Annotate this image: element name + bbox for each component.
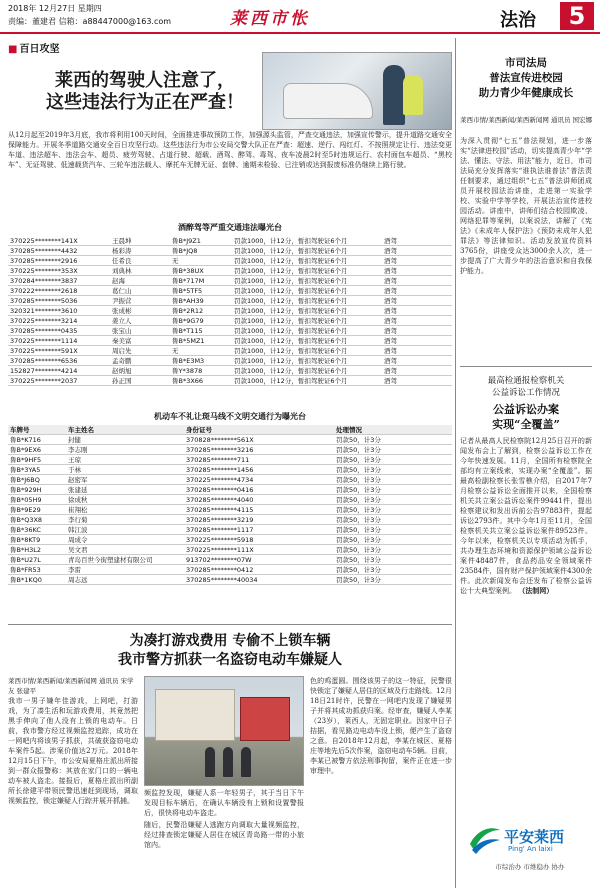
table-cell: 赵炳旭 [110, 366, 170, 376]
crosswalk-table [8, 425, 452, 585]
table-cell: 李雷 [66, 565, 184, 575]
table-cell: 913702********07W [184, 555, 334, 565]
table-row [8, 515, 452, 525]
table-cell: 320321********3610 [8, 306, 110, 316]
right1-byline: 莱西市情/莱西新闻/莱西新闻网 通讯员 国宏娜 [460, 116, 593, 124]
table-cell: 酒驾 [382, 346, 452, 356]
logo-slogan: 市综治办 市维稳办 协办 [495, 863, 565, 871]
right2-body-text: 记者从最高人民检察院12月25日召开的新闻发布会上了解到，检察公益诉讼工作在今年快速发展。11月，全国所有检察院全部均有立案线索，实现办案“全覆盖”。据最高检副检察长张雪樵介绍，自2017年7月检察公益诉讼全面推开以来，全国检察机关共立案公益诉讼案件99441件，提出检察建议和发出诉前公告97883件，提起诉讼2793件。其中今年1月至11月，全国检察机关共立案公益诉讼案件89523件。今年以来，检察机关以专项活动为抓手，共办理生态环境和资源保护领域公益诉讼案件48487件，食品药品安全领域案件23584件，国有财产保护领域案件4300余件。此次新闻发布会还发布了检察公益诉讼十大典型案例。 [460, 437, 592, 595]
table-cell: 周启先 [110, 346, 170, 356]
table-row [8, 286, 452, 296]
right1-headline [460, 56, 592, 101]
table-row [8, 545, 452, 555]
table-cell: 370225********141X [8, 236, 110, 246]
right1-headline-line3: 助力青少年健康成长 [478, 87, 574, 99]
building-shape [155, 689, 235, 741]
table-cell: 罚款50，计3分 [334, 485, 452, 495]
traffic-police-photo [262, 52, 452, 130]
table-cell: 罚款50，计3分 [334, 525, 452, 535]
table-row [8, 475, 452, 485]
table-cell: 罚款1000，计12分，暂扣驾驶证6个月 [232, 326, 382, 336]
person-figure [223, 747, 233, 777]
table-cell: 鲁B*FR53 [8, 565, 66, 575]
table-cell: 青岛百世今街塑建材有限公司 [66, 555, 184, 565]
table-cell: 370285********0412 [184, 565, 334, 575]
swoosh-icon [468, 822, 502, 856]
table-row [8, 296, 452, 306]
table-cell: 鲁B*JQ8 [170, 246, 232, 256]
table-cell: 张宝山 [110, 326, 170, 336]
table-cell: 370285********4115 [184, 505, 334, 515]
table-cell: 张成彬 [110, 306, 170, 316]
table-row [8, 565, 452, 575]
table-cell: 姜立人 [110, 316, 170, 326]
table-cell: 370285********3219 [184, 515, 334, 525]
right2-subhead [460, 375, 592, 399]
article2-headline-line2: 我市警方抓获一名盗窃电动车嫌疑人 [118, 652, 342, 668]
right2-subhead-line2: 公益诉讼工作情况 [491, 388, 560, 398]
table-row [8, 316, 452, 326]
section-tag: ■ 百日攻坚 [8, 40, 59, 55]
table-cell: 罚款1000，计12分，暂扣驾驶证6个月 [232, 316, 382, 326]
table-cell: 周志远 [66, 575, 184, 585]
table-cell: 鲁B*9EX6 [8, 445, 66, 455]
table-row [8, 435, 452, 445]
table-cell: 王琼 [66, 455, 184, 465]
divider [460, 366, 592, 367]
table-cell: 韩江波 [66, 525, 184, 535]
table-cell: 370285********5036 [8, 296, 110, 306]
newspaper-logo: 莱西市怅 [230, 9, 310, 29]
table-row [8, 525, 452, 535]
lead-headline [30, 70, 260, 114]
table-row [8, 326, 452, 336]
col-header: 身份证号 [184, 425, 334, 435]
table-cell: 罚款50，计3分 [334, 555, 452, 565]
table-cell: 鲁B*2R12 [170, 306, 232, 316]
table-cell: 鲁B*05H9 [8, 495, 66, 505]
table-cell: 370225********5918 [184, 535, 334, 545]
table-cell: 李志刚 [66, 445, 184, 455]
table-cell: 鲁B*T115 [170, 326, 232, 336]
table-cell: 罚款50，计3分 [334, 455, 452, 465]
table-row [8, 445, 452, 455]
col-header: 处理情况 [334, 425, 452, 435]
table-cell: 封健 [66, 435, 184, 445]
table-row [8, 555, 452, 565]
logo-name: 平安莱西 [504, 828, 565, 846]
table-cell: 罚款1000，计12分，暂扣驾驶证6个月 [232, 376, 382, 386]
logo-pinyin: Ping' An laixi [508, 845, 553, 853]
table-cell: 酒驾 [382, 296, 452, 306]
table-cell: 杨彩涛 [110, 246, 170, 256]
table-cell: 370225********591X [8, 346, 110, 356]
pingan-laixi-logo [468, 818, 592, 874]
right2-body [460, 436, 592, 596]
table-cell: 鲁B*Q3X8 [8, 515, 66, 525]
table-cell: 罚款50，计3分 [334, 445, 452, 455]
table-cell: 酒驾 [382, 246, 452, 256]
crosswalk-table-title: 机动车不礼让斑马线不文明交通行为曝光台 [154, 412, 306, 421]
table-cell: 鲁B*5TF5 [170, 286, 232, 296]
table-cell: 鲁B*J9Z1 [170, 236, 232, 246]
table-row [8, 535, 452, 545]
table-cell: 酒驾 [382, 286, 452, 296]
police-station-photo [144, 676, 304, 786]
table-cell: 370285********4432 [8, 246, 110, 256]
table-row [8, 276, 452, 286]
table-cell: 罚款50，计3分 [334, 465, 452, 475]
table-cell: 孙正国 [110, 376, 170, 386]
table-cell: 370285********4040 [184, 495, 334, 505]
article2-column2: 随后，民警沿嫌疑人逃跑方向调取大量视频监控，经过排查锁定嫌疑人居住在城区青岛路一带的小旅馆内。 [144, 821, 304, 849]
table-cell: 王晨坤 [110, 236, 170, 246]
table-cell: 鲁B*J6BQ [8, 475, 66, 485]
table-cell: 鲁B*5MZ1 [170, 336, 232, 346]
table-cell: 赵海 [110, 276, 170, 286]
table-cell: 罚款50，计3分 [334, 435, 452, 445]
lead-headline-line2: 这些违法行为正在严查！ [46, 92, 244, 113]
right2-headline-line1: 公益诉讼办案 [493, 403, 559, 416]
right2-source: （法制网） [518, 586, 554, 595]
table-cell: 酒驾 [382, 366, 452, 376]
article2-column3: 色的鸡蛋圆。围绕该男子的这一特征，民警很快锁定了嫌疑人居住的区域及行走路线。12月18日21时许，民警在一网吧内发现了嫌疑男子并将其成功抓获归案。经审查，嫌疑人李某（23岁），莱西人，无固定职业。因家中日子拮据，看见路边电动车没上锁，便产生了盗窃之意。自2018年12月起，李某在城区、夏格庄等地先后5次作案，盗窃电动车5辆。目前，李某已被警方依法刑事拘留，案件正在进一步审理中。 [310, 677, 452, 775]
table-cell: 罚款1000，计12分，暂扣驾驶证6个月 [232, 336, 382, 346]
table-cell: 罚款50，计3分 [334, 535, 452, 545]
table-cell: 鲁B*H3L2 [8, 545, 66, 555]
table-row [8, 306, 452, 316]
table-cell: 370284********3837 [8, 276, 110, 286]
table-cell: 吴文君 [66, 545, 184, 555]
table-row [8, 376, 452, 386]
table-cell: 罚款1000，计12分，暂扣驾驶证6个月 [232, 236, 382, 246]
right1-body: 为深入贯彻“七五”普法规划，进一步落实“法律进校园”活动，切实提高青少年“学法、懂法、守法、用法”能力，近日，市司法局充分发挥落实“谁执法谁普法”普法责任制要求，通过组织“七五”普法讲师团成员开展校园法治讲座，走进第一实验学校、实验中学等学校，开展法治宣传进校园活动。讲座中，讲师们结合校园欺凌、网络犯罪等案例，以案说法，讲解了《宪法》《未成年人保护法》《预防未成年人犯罪法》等法律知识。活动发放宣传资料3765份，讲座受众达3000余人次，进一步提高了广大青少年的法治意识和自我保护能力。 [460, 137, 592, 275]
table-cell: 370225********4734 [184, 475, 334, 485]
table-cell: 370285********40034 [184, 575, 334, 585]
table-cell: 370828********561X [184, 435, 334, 445]
article2-photo-caption: 频监控发现，嫌疑人系一年轻男子，其于当日下午发现目标车辆后，在确认车辆没有上锁和设置警报后，很快将电动车盗走。 [144, 789, 304, 817]
table-cell: 370222********2618 [8, 286, 110, 296]
lead-headline-line1: 莱西的驾驶人注意了， [55, 70, 235, 91]
table-cell: 尹振营 [110, 296, 170, 306]
table-cell: 罚款1000，计12分，暂扣驾驶证6个月 [232, 306, 382, 316]
table-cell: 370225********1114 [8, 336, 110, 346]
article2-byline: 莱西市情/莱西新闻/莱西新闻网 通讯员 宋学友 张建平 [8, 677, 134, 695]
table-cell: 于林 [66, 465, 184, 475]
table-cell: 罚款50，计3分 [334, 505, 452, 515]
right1-headline-line2: 普法宣传进校园 [489, 72, 563, 84]
dui-table-title: 酒醉驾等严重交通违法曝光台 [178, 223, 282, 232]
table-cell: 370225********353X [8, 266, 110, 276]
table-cell: 罚款1000，计12分，暂扣驾驶证6个月 [232, 346, 382, 356]
table-cell: 酒驾 [382, 276, 452, 286]
col-header: 车牌号 [8, 425, 66, 435]
table-cell: 370285********0416 [184, 485, 334, 495]
table-cell: 酒驾 [382, 266, 452, 276]
table-cell: 370285********1117 [184, 525, 334, 535]
table-cell: 鲁B*9E29 [8, 505, 66, 515]
dui-table [8, 236, 452, 386]
table-cell: 鲁B*9G79 [170, 316, 232, 326]
table-cell: 酒驾 [382, 356, 452, 366]
table-cell: 鲁B*3YA5 [8, 465, 66, 475]
table-cell: 鲁B*K716 [8, 435, 66, 445]
table-cell: 刘典林 [110, 266, 170, 276]
table-cell: 罚款1000，计12分，暂扣驾驶证6个月 [232, 286, 382, 296]
table-cell: 370285********711 [184, 455, 334, 465]
car-shape [283, 83, 373, 119]
person-figure [205, 747, 215, 777]
table-cell: 李行菊 [66, 515, 184, 525]
table-cell: 152827********4214 [8, 366, 110, 376]
table-row [8, 336, 452, 346]
table-cell: 酒驾 [382, 376, 452, 386]
table-cell: 罚款50，计3分 [334, 545, 452, 555]
article2-headline [30, 632, 430, 670]
table-cell: 鲁B*AH39 [170, 296, 232, 306]
table-cell: 周成令 [66, 535, 184, 545]
table-cell: 鲁B*36KC [8, 525, 66, 535]
table-cell: 罚款1000，计12分，暂扣驾驶证6个月 [232, 246, 382, 256]
column-rule [455, 38, 456, 888]
table-cell: 酒驾 [382, 336, 452, 346]
table-cell: 罚款50，计3分 [334, 475, 452, 485]
table-cell: 罚款1000，计12分，暂扣驾驶证6个月 [232, 256, 382, 266]
table-cell: 370285********2916 [8, 256, 110, 266]
table-cell: 罚款1000，计12分，暂扣驾驶证6个月 [232, 296, 382, 306]
table-row [8, 236, 452, 246]
table-cell: 罚款1000，计12分，暂扣驾驶证6个月 [232, 276, 382, 286]
divider [8, 624, 452, 625]
table-cell: 鲁B*U27L [8, 555, 66, 565]
table-cell: 崔翔松 [66, 505, 184, 515]
table-cell: 罚款1000，计12分，暂扣驾驶证6个月 [232, 366, 382, 376]
table-cell: 鲁B*717M [170, 276, 232, 286]
table-cell: 葛仁山 [110, 286, 170, 296]
table-row [8, 495, 452, 505]
right2-headline-line2: 实现“全覆盖” [492, 418, 560, 431]
table-row [8, 246, 452, 256]
table-cell: 鲁B*1KQ0 [8, 575, 66, 585]
table-cell: 罚款1000，计12分，暂扣驾驶证6个月 [232, 356, 382, 366]
table-row [8, 256, 452, 266]
article2-column1: 我市一男子嫌年佳游戏，上网吧，打游戏，为了凑生活和玩游戏费用，其竟然把黑手伸向了他人没有上锁的电动车。日前，我市警方经过视频监控追踪，成功在一网吧内将该男子抓获，共破获盗窃电动车案件5起。涉案价值达2万元。2018年12月15日下午，市公安局夏格庄派出所接到一群众报警称：其放在家门口的一辆电动车被人盗走。接报后，夏格庄派出所副所长徐建平带领民警迅速赶到现场，调取视频监控，锁定嫌疑人行踪并展开抓捕。 [8, 697, 138, 805]
table-row [8, 346, 452, 356]
table-cell: 酒驾 [382, 326, 452, 336]
table-row [8, 485, 452, 495]
gate-sign [240, 697, 290, 741]
table-row [8, 366, 452, 376]
table-cell: 罚款1000，计12分，暂扣驾驶证6个月 [232, 266, 382, 276]
table-cell: 秦美富 [110, 336, 170, 346]
table-row [8, 505, 452, 515]
table-cell: 370225********2037 [8, 376, 110, 386]
table-cell: 罚款50，计3分 [334, 565, 452, 575]
table-cell: 罚款50，计3分 [334, 495, 452, 505]
person-figure [241, 747, 251, 777]
right1-headline-line1: 市司法局 [505, 57, 547, 69]
table-cell: 370285********0435 [8, 326, 110, 336]
table-row [8, 455, 452, 465]
table-cell: 370225********3214 [8, 316, 110, 326]
table-cell: 鲁B*929H [8, 485, 66, 495]
table-cell: 370225********111X [184, 545, 334, 555]
lead-body: 从12月起至2019年3月底，我市将利用100天时间，全面推进事故预防工作，加强源头监管，严查交通违法，加强宣传警示，提升道路交通安全保障能力。开展冬季道路交通安全百日攻坚行动。这些违法行为市公安局交警大队正在严查：超速、逆行、闯红灯、不按照规定让行、违法变更车道、违法超车、违法会车、超员、疲劳驾驶、占道行驶、超载、酒驾、醉驾、毒驾、夜车凌晨2时至5时违规运行、农村面包车超员、“黑校车”、无证驾驶、低速载货汽车、三轮车违法载人、摩托车无牌无证、套牌、逾期未检验、已注销或达到报废标准仍继续上路行驶。 [8, 131, 452, 169]
officer-vest [403, 75, 423, 115]
table-cell: 孟奇鹏 [110, 356, 170, 366]
table-cell: 罚款50，计3分 [334, 575, 452, 585]
table-cell: 张建延 [66, 485, 184, 495]
table-row [8, 266, 452, 276]
table-cell: 鲁Y*3878 [170, 366, 232, 376]
table-row [8, 356, 452, 366]
table-cell: 鲁B*E3M3 [170, 356, 232, 366]
table-cell: 鲁B*9HF5 [8, 455, 66, 465]
table-cell: 赵密军 [66, 475, 184, 485]
issue-date: 2018年 12月27日 星期四 [8, 4, 102, 13]
table-cell: 无 [170, 346, 232, 356]
table-cell: 370285********6536 [8, 356, 110, 366]
table-cell: 370285********3216 [184, 445, 334, 455]
article2-headline-line1: 为凑打游戏费用 专偷不上锁车辆 [129, 633, 331, 649]
col-header: 车主姓名 [66, 425, 184, 435]
right2-headline [460, 402, 592, 432]
table-cell: 任希良 [110, 256, 170, 266]
page-number: 5 [560, 2, 594, 30]
table-cell: 罚款50，计3分 [334, 515, 452, 525]
table-row [8, 465, 452, 475]
table-cell: 370285********1456 [184, 465, 334, 475]
table-cell: 酒驾 [382, 306, 452, 316]
right2-subhead-line1: 最高检通报检察机关 [487, 376, 565, 386]
table-cell: 酒驾 [382, 256, 452, 266]
editor-info: 责编：董建君 信箱：a88447000@163.com [8, 17, 172, 26]
table-cell: 鲁B*38UX [170, 266, 232, 276]
table-cell: 鲁B*3X66 [170, 376, 232, 386]
masthead [0, 0, 600, 34]
table-row [8, 575, 452, 585]
table-cell: 鲁B*8KT9 [8, 535, 66, 545]
officer-figure [383, 65, 405, 125]
section-title: 法治 [500, 10, 536, 31]
table-cell: 徐成秋 [66, 495, 184, 505]
table-cell: 酒驾 [382, 236, 452, 246]
table-cell: 无 [170, 256, 232, 266]
table-cell: 酒驾 [382, 316, 452, 326]
table-header-row [8, 425, 452, 435]
